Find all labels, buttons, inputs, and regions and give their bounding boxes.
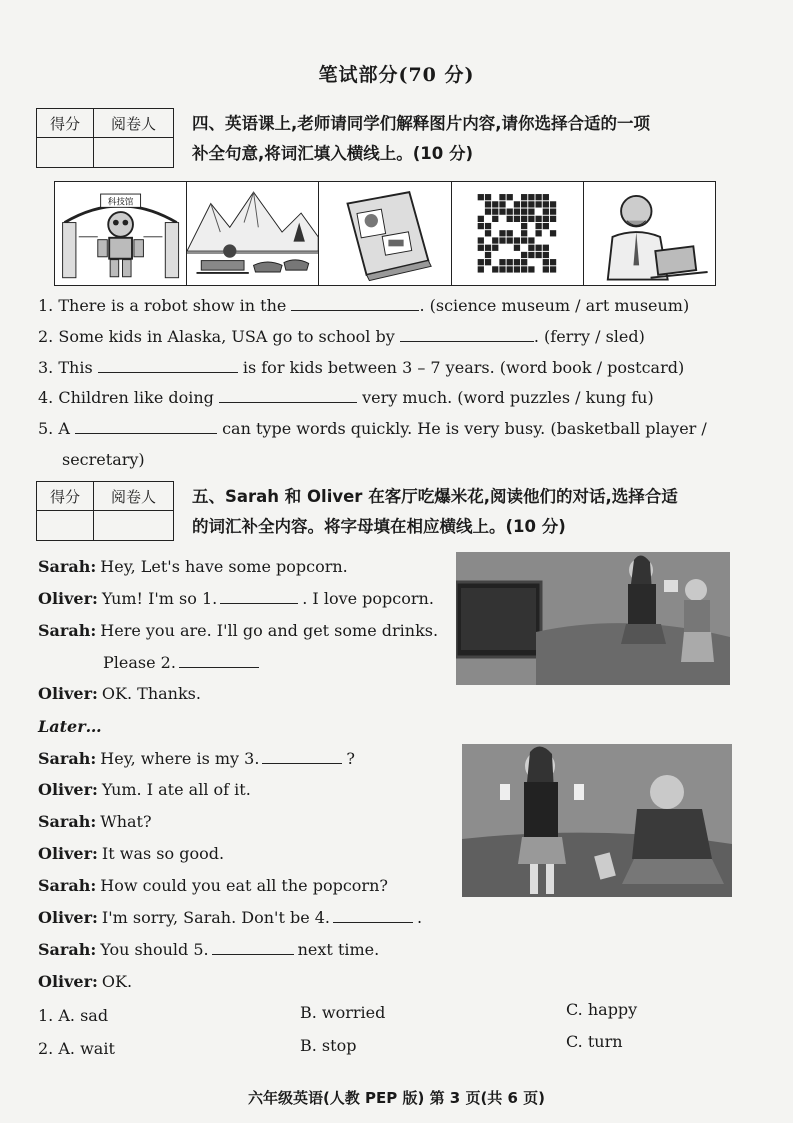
puzzle-cell	[521, 237, 527, 243]
puzzle-cell	[485, 252, 491, 258]
puzzle-cell	[542, 237, 548, 243]
speaker-name: Oliver:	[38, 589, 98, 608]
puzzle-cell	[521, 230, 527, 236]
speaker-name: Oliver:	[38, 972, 98, 991]
answer-blank-3[interactable]	[98, 358, 238, 373]
puzzle-cell	[477, 266, 483, 272]
puzzle-cell	[485, 223, 491, 229]
puzzle-cell	[521, 259, 527, 265]
puzzle-cell	[535, 245, 541, 251]
dialogue-text: Please 2.	[103, 653, 176, 672]
score-box-section5	[36, 481, 174, 541]
question-1: 1. There is a robot show in the . (science museum / art museum)	[38, 296, 690, 315]
dialogue-line	[38, 972, 132, 991]
dialogue-answer-blank[interactable]	[262, 749, 342, 764]
question-5: 5. A can type words quickly. He is very busy. (basketball player /	[38, 419, 707, 438]
puzzle-cell	[506, 259, 512, 265]
puzzle-cell	[542, 223, 548, 229]
dialogue-line	[38, 589, 434, 608]
dialogue-text: What?	[100, 812, 152, 831]
grader-label: 阅卷人	[94, 482, 174, 511]
puzzle-cell	[492, 245, 498, 251]
puzzle-cell	[506, 216, 512, 222]
dialogue-text: You should 5.	[100, 940, 209, 959]
puzzle-cell	[535, 216, 541, 222]
puzzle-cell	[477, 252, 483, 258]
puzzle-cell	[535, 230, 541, 236]
puzzle-cell	[513, 266, 519, 272]
puzzle-cell	[477, 259, 483, 265]
dialogue-line	[38, 621, 438, 640]
puzzle-cell	[506, 230, 512, 236]
puzzle-cell	[506, 223, 512, 229]
speaker-name: Oliver:	[38, 780, 98, 799]
dialogue-answer-blank[interactable]	[179, 653, 259, 668]
dialogue-text-after: . I love popcorn.	[302, 589, 434, 608]
puzzle-cell	[542, 201, 548, 207]
dialogue-text: Here you are. I'll go and get some drinks.	[100, 621, 439, 640]
grader-label: 阅卷人	[94, 109, 174, 138]
puzzle-cell	[485, 201, 491, 207]
puzzle-cell	[513, 194, 519, 200]
puzzle-cell	[521, 245, 527, 251]
speaker-name: Sarah:	[38, 557, 97, 576]
question-3: 3. This is for kids between 3 – 7 years. (word book / postcard)	[38, 358, 685, 377]
secretary-image	[584, 182, 715, 285]
puzzle-cell	[492, 223, 498, 229]
puzzle-cell	[550, 230, 556, 236]
dialogue-text: How could you eat all the popcorn?	[100, 876, 388, 895]
puzzle-cell	[528, 266, 534, 272]
puzzle-cell	[542, 252, 548, 258]
speaker-name: Oliver:	[38, 844, 98, 863]
puzzle-cell	[485, 259, 491, 265]
puzzle-cell	[485, 245, 491, 251]
puzzle-cell	[542, 208, 548, 214]
word-book-image	[319, 182, 451, 285]
puzzle-cell	[492, 208, 498, 214]
puzzle-cell	[506, 208, 512, 214]
dialogue-answer-blank[interactable]	[333, 908, 413, 923]
puzzle-cell	[528, 237, 534, 243]
word-puzzle-image	[452, 182, 584, 285]
puzzle-cell	[535, 223, 541, 229]
puzzle-cell	[528, 252, 534, 258]
puzzle-cell	[535, 252, 541, 258]
puzzle-cell	[528, 259, 534, 265]
puzzle-cell	[477, 230, 483, 236]
option-row-2-a[interactable]: 2. A. wait	[38, 1039, 115, 1058]
dialogue-answer-blank[interactable]	[212, 940, 294, 955]
puzzle-cell	[542, 259, 548, 265]
dialogue-line	[103, 653, 259, 672]
puzzle-cell	[513, 230, 519, 236]
dialogue-line	[38, 557, 348, 576]
puzzle-cell	[550, 216, 556, 222]
puzzle-cell	[477, 237, 483, 243]
score-label: 得分	[37, 109, 94, 138]
dialogue-line	[38, 749, 355, 768]
dialogue-text: OK. Thanks.	[101, 684, 201, 703]
puzzle-cell	[513, 252, 519, 258]
puzzle-cell	[521, 266, 527, 272]
puzzle-cell	[542, 194, 548, 200]
speaker-name: Sarah:	[38, 749, 97, 768]
puzzle-cell	[513, 237, 519, 243]
puzzle-cell	[550, 208, 556, 214]
puzzle-cell	[535, 201, 541, 207]
puzzle-cell	[499, 201, 505, 207]
puzzle-cell	[506, 194, 512, 200]
puzzle-cell	[528, 230, 534, 236]
puzzle-cell	[506, 201, 512, 207]
puzzle-cell	[542, 216, 548, 222]
puzzle-cell	[492, 266, 498, 272]
puzzle-cell	[550, 259, 556, 265]
option-row-1-c[interactable]: C. happy	[566, 1000, 638, 1019]
puzzle-cell	[521, 216, 527, 222]
puzzle-cell	[485, 266, 491, 272]
puzzle-cell	[477, 208, 483, 214]
puzzle-cell	[521, 201, 527, 207]
puzzle-cell	[542, 230, 548, 236]
section5-heading-line1: 五、Sarah 和 Oliver 在客厅吃爆米花,阅读他们的对话,选择合适	[192, 487, 678, 506]
puzzle-cell	[535, 237, 541, 243]
option-row-1-a[interactable]: 1. A. sad	[38, 1006, 109, 1025]
puzzle-cell	[499, 208, 505, 214]
dialogue-text: Hey, where is my 3.	[100, 749, 260, 768]
puzzle-cell	[513, 259, 519, 265]
puzzle-cell	[485, 216, 491, 222]
dialogue-line	[38, 812, 152, 831]
puzzle-cell	[521, 223, 527, 229]
puzzle-cell	[506, 237, 512, 243]
question-5-continued: secretary)	[62, 450, 145, 469]
answer-blank-2[interactable]	[400, 327, 534, 342]
puzzle-cell	[513, 201, 519, 207]
puzzle-cell	[535, 259, 541, 265]
speaker-name: Sarah:	[38, 812, 97, 831]
dialogue-text-after: next time.	[297, 940, 380, 959]
grader-cell[interactable]	[94, 511, 174, 541]
puzzle-cell	[492, 259, 498, 265]
puzzle-cell	[499, 223, 505, 229]
score-cell[interactable]	[37, 138, 94, 168]
dialogue-line	[38, 717, 102, 736]
score-box-section4	[36, 108, 174, 168]
puzzle-cell	[477, 194, 483, 200]
question-2: 2. Some kids in Alaska, USA go to school by . (ferry / sled)	[38, 327, 645, 346]
puzzle-cell	[506, 266, 512, 272]
puzzle-cell	[535, 208, 541, 214]
puzzle-cell	[492, 237, 498, 243]
section4-heading-line1: 四、英语课上,老师请同学们解释图片内容,请你选择合适的一项	[192, 114, 651, 133]
speaker-name: Oliver:	[38, 908, 98, 927]
puzzle-cell	[513, 208, 519, 214]
dialogue-answer-blank[interactable]	[220, 589, 298, 604]
option-row-2-b[interactable]: B. stop	[300, 1036, 357, 1055]
dialogue-line	[38, 780, 251, 799]
puzzle-cell	[485, 194, 491, 200]
puzzle-cell	[550, 237, 556, 243]
section5-heading-line2: 的词汇补全内容。将字母填在相应横线上。(10 分)	[192, 517, 566, 536]
page-title: 笔试部分(70 分)	[318, 64, 475, 86]
puzzle-cell	[485, 237, 491, 243]
dialogue-text-after: .	[417, 908, 423, 927]
puzzle-cell	[535, 266, 541, 272]
speaker-name: Oliver:	[38, 684, 98, 703]
museum-sign: 科技馆	[107, 197, 134, 208]
puzzle-cell	[492, 252, 498, 258]
dialogue-text-after: ?	[346, 749, 355, 768]
puzzle-cell	[528, 216, 534, 222]
puzzle-cell	[550, 245, 556, 251]
question-4: 4. Children like doing very much. (word puzzles / kung fu)	[38, 388, 654, 407]
option-row-2-c[interactable]: C. turn	[566, 1032, 623, 1051]
puzzle-cell	[513, 223, 519, 229]
speaker-name: Sarah:	[38, 876, 97, 895]
dialogue-text: Hey, Let's have some popcorn.	[100, 557, 348, 576]
popcorn-scene-photo	[456, 552, 730, 685]
dialogue-line	[38, 940, 379, 959]
speaker-name: Sarah:	[38, 621, 97, 640]
puzzle-cell	[499, 252, 505, 258]
puzzle-cell	[477, 216, 483, 222]
puzzle-cell	[499, 245, 505, 251]
puzzle-cell	[492, 216, 498, 222]
speaker-name: Sarah:	[38, 940, 97, 959]
scene-marker: Later…	[38, 717, 102, 736]
puzzle-cell	[506, 245, 512, 251]
puzzle-cell	[477, 245, 483, 251]
answer-blank-1[interactable]	[291, 296, 419, 311]
answer-blank-4[interactable]	[219, 388, 357, 403]
sled-image	[187, 182, 319, 285]
dialogue-text: It was so good.	[101, 844, 225, 863]
puzzle-cell	[521, 252, 527, 258]
puzzle-cell	[542, 245, 548, 251]
puzzle-cell	[499, 194, 505, 200]
option-row-1-b[interactable]: B. worried	[300, 1003, 386, 1022]
puzzle-cell	[528, 208, 534, 214]
puzzle-cell	[528, 201, 534, 207]
puzzle-cell	[513, 245, 519, 251]
puzzle-cell	[521, 194, 527, 200]
score-cell[interactable]	[37, 511, 94, 541]
section4-heading-line2: 补全句意,将词汇填入横线上。(10 分)	[192, 144, 474, 163]
score-label: 得分	[37, 482, 94, 511]
puzzle-cell	[492, 230, 498, 236]
puzzle-cell	[477, 223, 483, 229]
puzzle-cell	[492, 201, 498, 207]
puzzle-cell	[542, 266, 548, 272]
puzzle-cell	[506, 252, 512, 258]
puzzle-cell	[492, 194, 498, 200]
puzzle-cell	[485, 208, 491, 214]
page-footer: 六年级英语(人教 PEP 版) 第 3 页(共 6 页)	[247, 1089, 546, 1107]
puzzle-cell	[550, 252, 556, 258]
puzzle-cell	[521, 208, 527, 214]
dialogue-line	[38, 908, 422, 927]
puzzle-cell	[550, 201, 556, 207]
dialogue-text: Yum. I ate all of it.	[101, 780, 251, 799]
puzzle-cell	[499, 230, 505, 236]
puzzle-cell	[535, 194, 541, 200]
puzzle-cell	[513, 216, 519, 222]
dialogue-line	[38, 844, 224, 863]
empty-popcorn-photo	[462, 744, 732, 897]
answer-blank-5[interactable]	[75, 419, 217, 434]
dialogue-text: OK.	[101, 972, 133, 991]
dialogue-text: I'm sorry, Sarah. Don't be 4.	[101, 908, 331, 927]
puzzle-cell	[477, 201, 483, 207]
puzzle-cell	[485, 230, 491, 236]
robot-museum-image	[55, 182, 187, 285]
puzzle-cell	[528, 223, 534, 229]
dialogue-line	[38, 684, 201, 703]
puzzle-cell	[499, 216, 505, 222]
puzzle-cell	[499, 259, 505, 265]
dialogue-text: Yum! I'm so 1.	[101, 589, 218, 608]
puzzle-cell	[550, 194, 556, 200]
puzzle-cell	[528, 194, 534, 200]
puzzle-cell	[499, 237, 505, 243]
dialogue-line	[38, 876, 388, 895]
puzzle-cell	[550, 266, 556, 272]
puzzle-cell	[499, 266, 505, 272]
puzzle-cell	[550, 223, 556, 229]
grader-cell[interactable]	[94, 138, 174, 168]
picture-strip	[54, 181, 716, 286]
puzzle-cell	[528, 245, 534, 251]
